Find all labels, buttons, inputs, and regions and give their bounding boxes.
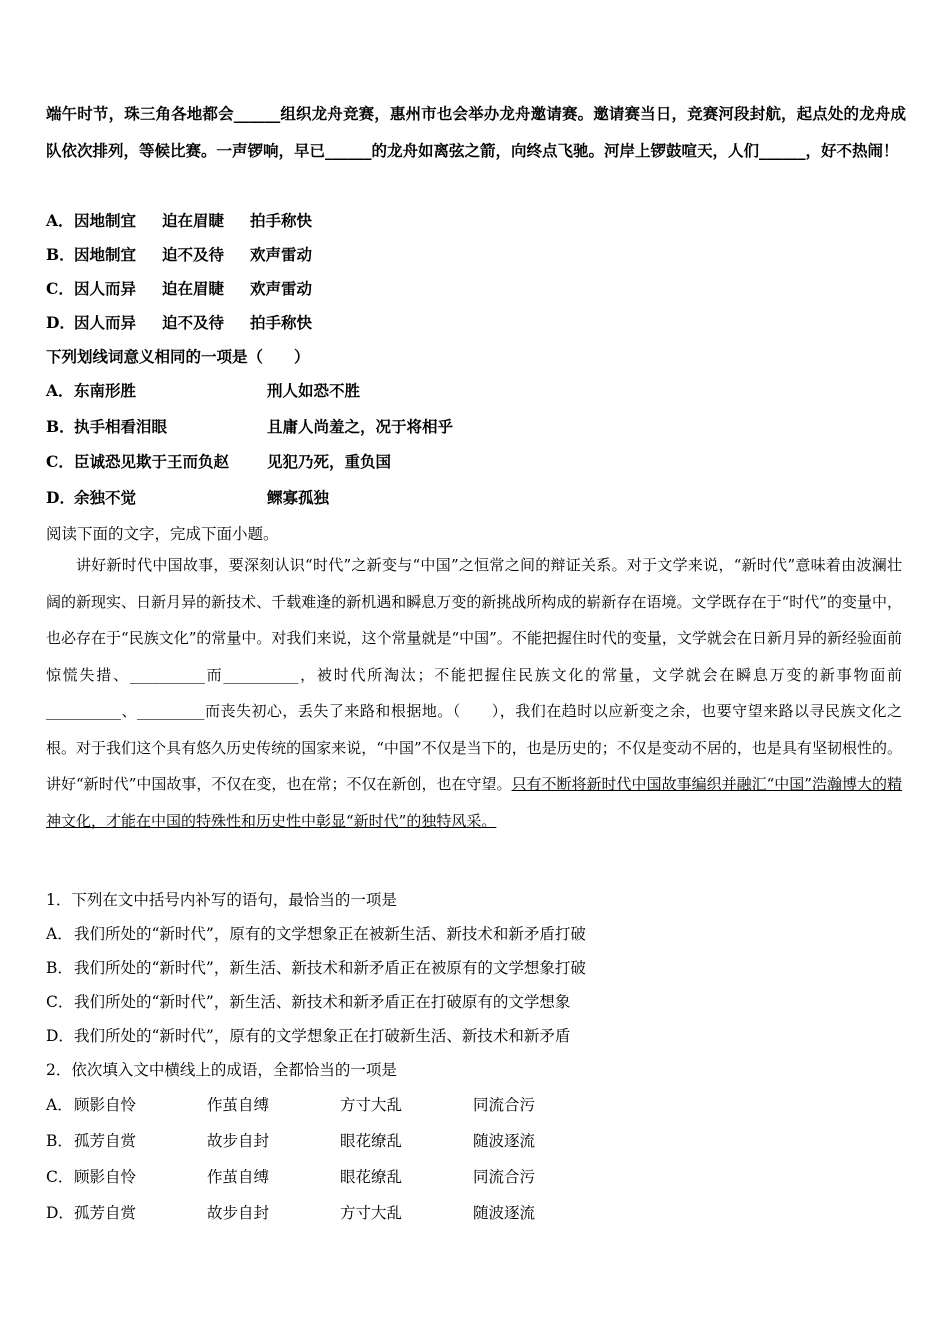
option-letter: C． [46, 279, 74, 298]
option-letter: D． [46, 1027, 74, 1045]
option-word: 作茧自缚 [207, 1168, 270, 1186]
answer-blank: __________ [129, 665, 205, 684]
option-word: 方寸大乱 [340, 1096, 403, 1114]
answer-blank: ______ [325, 141, 372, 160]
option-right: 刑人如恐不胜 [267, 381, 361, 400]
option-left: 东南形胜 [74, 381, 137, 400]
option-letter: D． [46, 1204, 74, 1222]
option-letter: C． [46, 452, 74, 471]
q-text-part: ，好不热闹！ [805, 141, 899, 160]
option-text: 我们所处的“新时代”，原有的文学想象正在打破新生活、新技术和新矛盾 [74, 1027, 571, 1045]
option-c [46, 277, 338, 299]
option-b [46, 956, 586, 978]
underlined-sentence: 只有不断将新时代中国故事编织并融汇“中国”浩瀚博大的精神文化，才能在中国的特殊性和历史性中彰显“新时代”的独特风采。 [46, 775, 902, 830]
option-word: 孤芳自赏 [74, 1204, 137, 1222]
option-a [46, 1093, 606, 1115]
option-left: 执手相看泪眼 [74, 417, 168, 436]
option-letter: B． [46, 417, 75, 436]
q-text-part: 端午时节，珠三角各地都会 [46, 104, 234, 123]
option-b [46, 243, 338, 265]
option-left: 臣诚恐见欺于王而负赵 [74, 452, 230, 471]
option-word: 欢声雷动 [250, 245, 313, 264]
option-word: 因人而异 [74, 279, 137, 298]
question-2-stem: 2．依次填入文中横线上的成语，全都恰当的一项是 [46, 1061, 397, 1079]
option-letter: A． [46, 1096, 73, 1114]
option-c [46, 990, 570, 1012]
option-text: 我们所处的“新时代”，新生活、新技术和新矛盾正在打破原有的文学想象 [74, 993, 571, 1011]
question-dragon-boat-text [46, 95, 906, 169]
option-right: 且庸人尚羞之，况于将相乎 [267, 417, 454, 436]
option-letter: D． [46, 313, 75, 332]
option-word: 眼花缭乱 [340, 1132, 403, 1150]
passage-text: 讲好新时代中国故事，要深刻认识“时代”之新变与“中国”之恒常之间的辩证关系。对于文学来说，“新时代”意味着由波澜壮阔的新现实、日新月异的新技术、千载难逢的新机遇和瞬息万变的新挑战所构成的崭新存在语境。文学既存在于“时代”的变量中，也必存在于“民族文化”的常量中。对我们来说，这个常量就是“中国”。不能把握住时代的变量，文学就会在日新月异的新经验面前惊慌失措、 [46, 556, 902, 684]
question-underline-stem: 下列划线词意义相同的一项是（ ） [46, 347, 310, 366]
option-d [46, 1201, 606, 1223]
option-text: 我们所处的“新时代”，新生活、新技术和新矛盾正在被原有的文学想象打破 [74, 959, 586, 977]
option-word: 因地制宜 [74, 211, 137, 230]
option-d [46, 1024, 570, 1046]
option-word: 欢声雷动 [250, 279, 313, 298]
answer-blank: ______ [233, 104, 281, 123]
passage-text: 而 [204, 665, 224, 684]
option-left: 余独不觉 [74, 488, 137, 507]
option-b [46, 415, 454, 437]
option-word: 迫在眉睫 [162, 211, 225, 230]
passage-text: ，被时代所淘汰；不能把握住民族文化的常量，文学就会在瞬息万变的新事物面前 [298, 665, 902, 684]
option-word: 拍手称快 [250, 313, 313, 332]
option-word: 故步自封 [207, 1204, 270, 1222]
option-word: 同流合污 [473, 1168, 536, 1186]
option-c [46, 1165, 606, 1187]
reading-intro: 阅读下面的文字，完成下面小题。 [46, 525, 279, 543]
answer-blank: ______ [759, 141, 806, 160]
q-text-part: 的龙舟如离弦之箭，向终点飞驰。河岸上锣鼓喧天，人们 [371, 141, 760, 160]
passage-text: 、 [121, 702, 137, 720]
question-1-stem: 1．下列在文中括号内补写的语句，最恰当的一项是 [46, 891, 397, 909]
option-word: 迫不及待 [162, 245, 225, 264]
option-letter: A． [46, 211, 74, 230]
option-word: 迫在眉睫 [162, 279, 225, 298]
option-a [46, 922, 586, 944]
option-letter: D． [46, 488, 75, 507]
option-word: 故步自封 [207, 1132, 270, 1150]
option-word: 孤芳自赏 [74, 1132, 137, 1150]
option-word: 拍手称快 [250, 211, 313, 230]
option-letter: A． [46, 381, 74, 400]
option-letter: C． [46, 1168, 74, 1186]
passage-paragraph [46, 547, 902, 839]
option-word: 眼花缭乱 [340, 1168, 403, 1186]
option-word: 作茧自缚 [207, 1096, 270, 1114]
option-word: 随波逐流 [473, 1204, 536, 1222]
option-letter: B． [46, 245, 75, 264]
option-a [46, 209, 338, 231]
answer-blank: __________ [223, 665, 299, 684]
option-word: 方寸大乱 [340, 1204, 403, 1222]
option-right: 见犯乃死，重负国 [267, 452, 392, 471]
answer-blank: _________ [136, 702, 205, 720]
option-letter: B． [46, 959, 73, 977]
option-right: 鳏寡孤独 [267, 488, 330, 507]
option-text: 我们所处的“新时代”，原有的文学想象正在被新生活、新技术和新矛盾打破 [74, 925, 586, 943]
option-a [46, 379, 361, 401]
option-c [46, 450, 392, 472]
option-word: 随波逐流 [473, 1132, 536, 1150]
passage-text: 而丧失初心，丢失了来路和根据地。（ ），我们在趋时以应新变之余，也要守望来路以寻民族文化之根。对于我们这个具有悠久历史传统的国家来说，“中国”不仅是当下的，也是历史的；不仅是变动不居的，也是具有坚韧根性的。讲好“新时代”中国故事，不仅在变，也在常；不仅在新创，也在守望。 [46, 702, 902, 793]
answer-blank: __________ [46, 702, 121, 720]
option-word: 因地制宜 [74, 245, 137, 264]
option-word: 顾影自怜 [74, 1096, 137, 1114]
option-d [46, 311, 338, 333]
option-letter: A． [46, 925, 73, 943]
option-word: 同流合污 [473, 1096, 536, 1114]
option-letter: B． [46, 1132, 73, 1150]
option-word: 迫不及待 [162, 313, 225, 332]
option-letter: C． [46, 993, 74, 1011]
option-word: 顾影自怜 [74, 1168, 137, 1186]
option-b [46, 1129, 606, 1151]
option-d [46, 486, 330, 508]
q-text-part: 组织龙舟竞赛，惠州市也会举办龙舟邀请赛。邀请赛当日，竞赛河段封航，起点处的龙舟成队依次排列，等候比赛。一声锣响，早已 [46, 104, 906, 160]
reading-passage [46, 547, 902, 839]
option-word: 因人而异 [74, 313, 137, 332]
